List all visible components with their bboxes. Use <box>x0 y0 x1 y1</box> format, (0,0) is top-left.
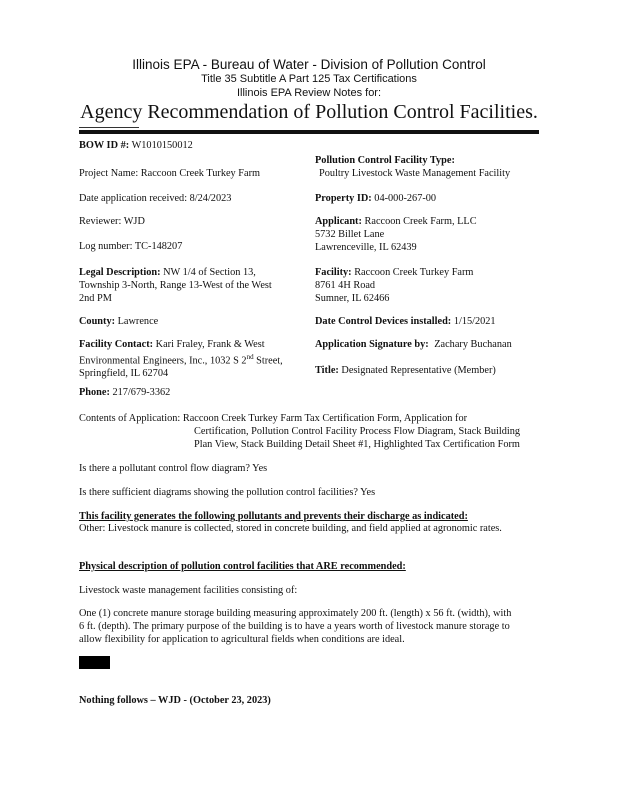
signer-title-label: Title: <box>315 365 339 376</box>
header-agency-line: Illinois EPA - Bureau of Water - Division of Pollution Control <box>132 57 486 72</box>
property-id <box>315 192 436 205</box>
property-id-value: 04-000-267-00 <box>374 193 437 204</box>
header-review-notes-line: Illinois EPA Review Notes for: <box>236 87 382 99</box>
header-regulation-line: Title 35 Subtitle A Part 125 Tax Certifications <box>201 73 417 85</box>
bow-id <box>79 139 193 152</box>
legal-description-line: 2nd PM <box>79 293 112 304</box>
pollutants-heading: This facility generates the following pollutants and prevents their discharge as indicated: <box>79 511 468 522</box>
legal-description-line: Township 3-North, Range 13-West of the West <box>79 280 272 291</box>
facility-type <box>315 154 510 180</box>
facility-contact-line: Springfield, IL 62704 <box>79 368 169 380</box>
pollutants-text: Other: Livestock manure is collected, stored in concrete building, and field applied at agronomic rates. <box>79 523 502 534</box>
reviewer-value: WJD <box>123 216 145 227</box>
application-signature <box>315 338 512 351</box>
applicant <box>315 215 477 254</box>
contents-of-application <box>79 412 467 425</box>
facility-line: Raccoon Creek Turkey Farm <box>354 267 474 278</box>
facility-type-label: Pollution Control Facility Type: <box>315 155 455 166</box>
log-number-label: Log number: <box>79 241 133 252</box>
date-received <box>79 192 231 205</box>
facility-contact-line: Environmental Engineers, Inc., 1032 S 2nd Street, <box>79 353 283 367</box>
applicant-line: Lawrenceville, IL 62439 <box>315 242 417 253</box>
log-number-value: TC-148207 <box>134 241 183 252</box>
applicant-label: Applicant: <box>315 216 362 227</box>
physical-description-heading: Physical description of pollution control facilities that ARE recommended: <box>79 561 406 572</box>
redaction-block <box>79 656 110 669</box>
date-installed-value: 1/15/2021 <box>453 316 496 327</box>
contents-label: Contents of Application: <box>79 413 181 424</box>
legal-description-line: NW 1/4 of Section 13, <box>163 267 256 278</box>
facility <box>315 266 473 305</box>
project-name-value: Raccoon Creek Turkey Farm <box>140 168 261 179</box>
signature-label: Application Signature by: <box>315 339 429 350</box>
facility-label: Facility: <box>315 267 352 278</box>
header-divider <box>79 130 539 134</box>
header-divider-dash <box>79 127 139 128</box>
physical-description-line: allow flexibility for application to agricultural fields when conditions are ideal. <box>79 634 405 645</box>
bow-id-label: BOW ID #: <box>79 140 130 151</box>
reviewer <box>79 215 145 228</box>
facility-contact-line: Kari Fraley, Frank & West <box>155 339 265 350</box>
date-installed-label: Date Control Devices installed: <box>315 316 452 327</box>
county-value: Lawrence <box>117 316 159 327</box>
legal-description-label: Legal Description: <box>79 267 161 278</box>
signer-title-value: Designated Representative (Member) <box>341 365 496 376</box>
signature-value: Zachary Buchanan <box>434 339 512 350</box>
physical-description-line: One (1) concrete manure storage building measuring approximately 200 ft. (length) x 56 ft. (width), with <box>79 608 512 619</box>
facility-contact-label: Facility Contact: <box>79 339 154 350</box>
facility-line: Sumner, IL 62466 <box>315 293 390 304</box>
facility-line: 8761 4H Road <box>315 280 376 291</box>
physical-description-line: 6 ft. (depth). The primary purpose of the building is to have a years worth of livestock manure storage to <box>79 621 510 632</box>
date-installed <box>315 315 496 328</box>
property-id-label: Property ID: <box>315 193 372 204</box>
bow-id-value: W1010150012 <box>131 140 193 151</box>
project-name <box>79 167 260 180</box>
flow-diagram-question: Is there a pollutant control flow diagram? Yes <box>79 463 268 474</box>
legal-description <box>79 266 272 305</box>
contents-line: Plan View, Stack Building Detail Sheet #1, Highlighted Tax Certification Form <box>194 439 520 450</box>
contents-line: Certification, Pollution Control Facility Process Flow Diagram, Stack Building <box>194 426 521 437</box>
facility-type-value: Poultry Livestock Waste Management Facility <box>319 168 511 179</box>
physical-description-intro: Livestock waste management facilities consisting of: <box>79 585 298 596</box>
document-title: Agency Recommendation of Pollution Control Facilities. <box>80 101 538 123</box>
phone-label: Phone: <box>79 387 110 398</box>
county-label: County: <box>79 316 116 327</box>
phone-value: 217/679-3362 <box>112 387 171 398</box>
log-number <box>79 240 182 253</box>
contents-line: Raccoon Creek Turkey Farm Tax Certification Form, Application for <box>182 413 468 424</box>
applicant-line: 5732 Billet Lane <box>315 229 385 240</box>
sufficient-diagrams-question: Is there sufficient diagrams showing the pollution control facilities? Yes <box>79 487 376 498</box>
phone <box>79 386 170 399</box>
date-received-label: Date application received: <box>79 193 188 204</box>
applicant-line: Raccoon Creek Farm, LLC <box>364 216 477 227</box>
signer-title <box>315 364 496 377</box>
facility-contact <box>79 338 283 380</box>
date-received-value: 8/24/2023 <box>189 193 232 204</box>
county <box>79 315 158 328</box>
reviewer-label: Reviewer: <box>79 216 122 227</box>
project-name-label: Project Name: <box>79 168 139 179</box>
nothing-follows-footer: Nothing follows – WJD - (October 23, 2023) <box>79 695 271 706</box>
